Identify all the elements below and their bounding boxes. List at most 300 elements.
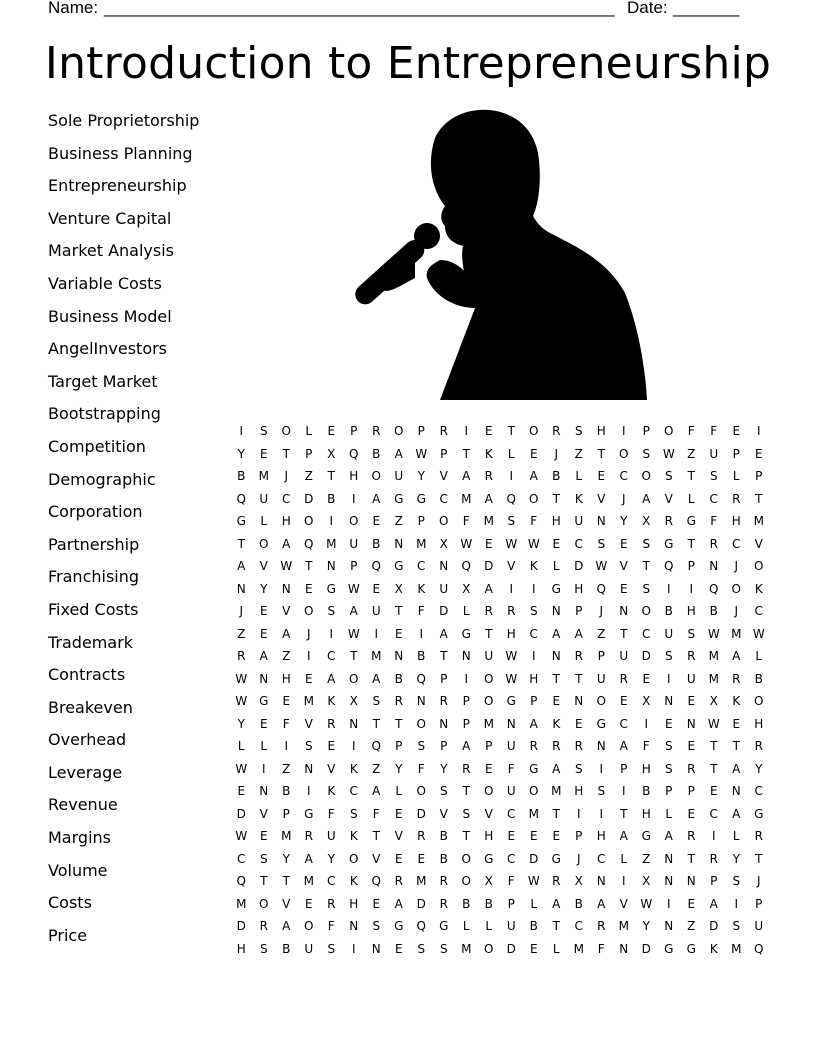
grid-letter[interactable]: L [732, 829, 740, 844]
grid-letter[interactable]: T [732, 739, 740, 754]
grid-letter[interactable]: I [329, 626, 334, 641]
grid-letter[interactable]: L [485, 919, 493, 934]
grid-letter[interactable]: C [439, 491, 448, 506]
grid-letter[interactable]: B [237, 469, 246, 484]
grid-letter[interactable]: I [284, 739, 289, 754]
grid-letter[interactable]: U [574, 514, 584, 529]
grid-letter[interactable]: R [507, 604, 516, 619]
grid-letter[interactable]: M [416, 874, 427, 889]
grid-letter[interactable]: O [731, 581, 741, 596]
grid-letter[interactable]: F [417, 761, 425, 776]
grid-letter[interactable]: A [484, 581, 493, 596]
grid-letter[interactable]: M [483, 716, 494, 731]
grid-letter[interactable]: I [756, 424, 761, 439]
grid-letter[interactable]: P [642, 424, 650, 439]
grid-letter[interactable]: M [551, 784, 562, 799]
grid-letter[interactable]: P [282, 806, 290, 821]
grid-letter[interactable]: D [529, 851, 539, 866]
name-blank[interactable]: ______________________________________________________ [104, 0, 615, 17]
grid-letter[interactable]: R [552, 424, 561, 439]
grid-letter[interactable]: V [282, 896, 291, 911]
grid-letter[interactable]: I [599, 806, 604, 821]
grid-letter[interactable]: N [619, 941, 629, 956]
grid-letter[interactable]: Z [282, 649, 291, 664]
grid-letter[interactable]: V [304, 716, 313, 731]
grid-letter[interactable]: E [372, 514, 381, 529]
grid-letter[interactable]: E [687, 694, 696, 709]
grid-letter[interactable]: I [531, 649, 536, 664]
grid-letter[interactable]: G [529, 761, 539, 776]
grid-letter[interactable]: H [754, 716, 764, 731]
grid-letter[interactable]: C [754, 604, 763, 619]
grid-letter[interactable]: E [642, 671, 651, 686]
grid-letter[interactable]: P [507, 896, 515, 911]
grid-letter[interactable]: L [305, 424, 313, 439]
grid-letter[interactable]: I [621, 784, 626, 799]
grid-letter[interactable]: R [304, 829, 313, 844]
grid-letter[interactable]: O [349, 514, 359, 529]
grid-letter[interactable]: C [327, 874, 336, 889]
grid-letter[interactable]: V [282, 604, 291, 619]
grid-letter[interactable]: C [417, 559, 426, 574]
grid-letter[interactable]: T [282, 874, 290, 889]
grid-letter[interactable]: G [394, 919, 404, 934]
grid-letter[interactable]: S [259, 941, 268, 956]
grid-letter[interactable]: B [754, 671, 763, 686]
grid-letter[interactable]: V [439, 469, 448, 484]
grid-letter[interactable]: P [620, 761, 628, 776]
grid-letter[interactable]: S [664, 739, 673, 754]
grid-letter[interactable]: I [531, 581, 536, 596]
grid-letter[interactable]: R [484, 604, 493, 619]
grid-letter[interactable]: G [259, 694, 269, 709]
grid-letter[interactable]: E [484, 761, 493, 776]
grid-letter[interactable]: E [304, 581, 313, 596]
grid-letter[interactable]: T [575, 671, 583, 686]
grid-letter[interactable]: Q [506, 491, 516, 506]
grid-letter[interactable]: K [349, 829, 358, 844]
grid-letter[interactable]: N [686, 874, 696, 889]
grid-letter[interactable]: V [439, 806, 448, 821]
grid-letter[interactable]: K [552, 716, 561, 731]
grid-letter[interactable]: G [461, 626, 471, 641]
grid-letter[interactable]: R [394, 694, 403, 709]
grid-letter[interactable]: G [484, 851, 494, 866]
grid-letter[interactable]: T [372, 829, 380, 844]
grid-letter[interactable]: I [711, 829, 716, 844]
grid-letter[interactable]: D [236, 806, 246, 821]
grid-letter[interactable]: J [756, 874, 761, 889]
grid-letter[interactable]: V [372, 851, 381, 866]
grid-letter[interactable]: S [327, 941, 336, 956]
grid-letter[interactable]: T [552, 491, 560, 506]
grid-letter[interactable]: X [484, 874, 493, 889]
grid-letter[interactable]: S [259, 851, 268, 866]
grid-letter[interactable]: U [484, 649, 494, 664]
grid-letter[interactable]: Y [237, 716, 245, 731]
grid-letter[interactable]: Q [416, 671, 426, 686]
grid-letter[interactable]: N [731, 784, 741, 799]
grid-letter[interactable]: I [464, 671, 469, 686]
grid-letter[interactable]: E [417, 851, 426, 866]
grid-letter[interactable]: L [665, 806, 673, 821]
grid-letter[interactable]: U [394, 469, 404, 484]
grid-letter[interactable]: L [395, 784, 403, 799]
grid-letter[interactable]: H [506, 626, 516, 641]
grid-letter[interactable]: H [484, 829, 494, 844]
grid-letter[interactable]: C [574, 919, 583, 934]
grid-letter[interactable]: C [597, 851, 606, 866]
grid-letter[interactable]: B [372, 446, 381, 461]
grid-letter[interactable]: G [416, 491, 426, 506]
grid-letter[interactable]: W [505, 671, 518, 686]
grid-letter[interactable]: K [417, 581, 426, 596]
grid-letter[interactable]: A [732, 649, 741, 664]
grid-letter[interactable]: N [259, 671, 269, 686]
grid-letter[interactable]: C [709, 806, 718, 821]
grid-letter[interactable]: P [665, 784, 673, 799]
grid-letter[interactable]: T [620, 806, 628, 821]
grid-letter[interactable]: R [597, 919, 606, 934]
grid-letter[interactable]: B [439, 851, 448, 866]
grid-letter[interactable]: G [439, 919, 449, 934]
grid-letter[interactable]: T [327, 469, 335, 484]
grid-letter[interactable]: J [621, 491, 626, 506]
grid-letter[interactable]: E [394, 626, 403, 641]
grid-letter[interactable]: S [439, 941, 448, 956]
grid-letter[interactable]: T [350, 649, 358, 664]
grid-letter[interactable]: T [755, 851, 763, 866]
grid-letter[interactable]: T [710, 761, 718, 776]
grid-letter[interactable]: S [597, 784, 606, 799]
grid-letter[interactable]: S [417, 941, 426, 956]
grid-letter[interactable]: R [327, 716, 336, 731]
grid-letter[interactable]: K [349, 761, 358, 776]
grid-letter[interactable]: N [394, 649, 404, 664]
grid-letter[interactable]: E [552, 694, 561, 709]
grid-letter[interactable]: I [329, 514, 334, 529]
grid-letter[interactable]: M [303, 694, 314, 709]
grid-letter[interactable]: M [461, 941, 472, 956]
grid-letter[interactable]: R [439, 896, 448, 911]
grid-letter[interactable]: Q [371, 874, 381, 889]
grid-letter[interactable]: W [415, 446, 428, 461]
grid-letter[interactable]: W [347, 581, 360, 596]
grid-letter[interactable]: A [282, 919, 291, 934]
grid-letter[interactable]: P [350, 559, 358, 574]
grid-letter[interactable]: N [281, 581, 291, 596]
grid-letter[interactable]: H [236, 941, 246, 956]
grid-letter[interactable]: C [619, 716, 628, 731]
grid-letter[interactable]: P [597, 649, 605, 664]
grid-letter[interactable]: O [596, 694, 606, 709]
grid-letter[interactable]: V [619, 896, 628, 911]
grid-letter[interactable]: S [732, 919, 741, 934]
grid-letter[interactable]: P [575, 829, 583, 844]
grid-letter[interactable]: U [506, 919, 516, 934]
grid-letter[interactable]: I [306, 649, 311, 664]
grid-letter[interactable]: K [349, 874, 358, 889]
grid-letter[interactable]: W [707, 626, 720, 641]
grid-letter[interactable]: O [304, 604, 314, 619]
grid-letter[interactable]: S [642, 581, 651, 596]
grid-letter[interactable]: A [462, 469, 471, 484]
grid-letter[interactable]: A [237, 559, 246, 574]
grid-letter[interactable]: E [619, 694, 628, 709]
grid-letter[interactable]: L [462, 604, 470, 619]
grid-letter[interactable]: R [687, 649, 696, 664]
grid-letter[interactable]: E [709, 784, 718, 799]
grid-letter[interactable]: B [709, 604, 718, 619]
grid-letter[interactable]: Z [304, 469, 313, 484]
grid-letter[interactable]: T [687, 536, 695, 551]
grid-letter[interactable]: Z [394, 514, 403, 529]
grid-letter[interactable]: C [709, 491, 718, 506]
grid-letter[interactable]: S [664, 469, 673, 484]
grid-letter[interactable]: Q [371, 739, 381, 754]
grid-letter[interactable]: E [327, 424, 336, 439]
grid-letter[interactable]: P [440, 671, 448, 686]
grid-letter[interactable]: R [327, 896, 336, 911]
grid-letter[interactable]: R [574, 739, 583, 754]
grid-letter[interactable]: E [237, 784, 246, 799]
grid-letter[interactable]: E [687, 896, 696, 911]
grid-letter[interactable]: Q [754, 941, 764, 956]
grid-letter[interactable]: U [754, 919, 764, 934]
grid-letter[interactable]: Y [260, 581, 268, 596]
grid-letter[interactable]: N [349, 919, 359, 934]
grid-letter[interactable]: F [372, 806, 380, 821]
grid-letter[interactable]: D [416, 896, 426, 911]
grid-letter[interactable]: H [596, 829, 606, 844]
grid-letter[interactable]: E [597, 469, 606, 484]
grid-letter[interactable]: X [574, 874, 583, 889]
grid-letter[interactable]: N [304, 761, 314, 776]
grid-letter[interactable]: O [484, 671, 494, 686]
grid-letter[interactable]: Y [327, 851, 335, 866]
grid-letter[interactable]: U [304, 941, 314, 956]
grid-letter[interactable]: L [755, 649, 763, 664]
grid-letter[interactable]: Z [642, 851, 651, 866]
grid-letter[interactable]: V [597, 491, 606, 506]
grid-letter[interactable]: A [552, 761, 561, 776]
grid-letter[interactable]: I [689, 581, 694, 596]
grid-letter[interactable]: E [664, 716, 673, 731]
grid-letter[interactable]: B [327, 491, 336, 506]
grid-letter[interactable]: A [372, 491, 381, 506]
grid-letter[interactable]: N [371, 941, 381, 956]
grid-letter[interactable]: E [619, 536, 628, 551]
grid-letter[interactable]: B [664, 604, 673, 619]
grid-letter[interactable]: E [529, 829, 538, 844]
grid-letter[interactable]: S [372, 694, 381, 709]
grid-letter[interactable]: R [754, 829, 763, 844]
grid-letter[interactable]: V [394, 829, 403, 844]
grid-letter[interactable]: I [734, 896, 739, 911]
grid-letter[interactable]: W [527, 536, 540, 551]
grid-letter[interactable]: N [664, 874, 674, 889]
grid-letter[interactable]: I [374, 626, 379, 641]
grid-letter[interactable]: E [732, 424, 741, 439]
grid-letter[interactable]: P [462, 716, 470, 731]
grid-letter[interactable]: M [708, 649, 719, 664]
grid-letter[interactable]: H [731, 514, 741, 529]
grid-letter[interactable]: O [484, 941, 494, 956]
grid-letter[interactable]: J [576, 851, 581, 866]
grid-letter[interactable]: T [552, 806, 560, 821]
grid-letter[interactable]: S [642, 446, 651, 461]
grid-letter[interactable]: E [687, 739, 696, 754]
grid-letter[interactable]: B [282, 941, 291, 956]
grid-letter[interactable]: E [259, 626, 268, 641]
grid-letter[interactable]: N [439, 716, 449, 731]
grid-letter[interactable]: Z [687, 446, 696, 461]
grid-letter[interactable]: S [642, 536, 651, 551]
grid-letter[interactable]: T [507, 424, 515, 439]
grid-letter[interactable]: L [507, 446, 515, 461]
grid-letter[interactable]: N [259, 784, 269, 799]
grid-letter[interactable]: P [440, 739, 448, 754]
grid-letter[interactable]: W [752, 626, 765, 641]
grid-letter[interactable]: N [416, 694, 426, 709]
grid-letter[interactable]: R [732, 491, 741, 506]
grid-letter[interactable]: Q [304, 536, 314, 551]
grid-letter[interactable]: W [460, 536, 473, 551]
grid-letter[interactable]: X [394, 581, 403, 596]
grid-letter[interactable]: S [687, 626, 696, 641]
grid-letter[interactable]: W [527, 874, 540, 889]
grid-letter[interactable]: K [484, 446, 493, 461]
grid-letter[interactable]: A [619, 829, 628, 844]
grid-letter[interactable]: U [439, 581, 449, 596]
grid-letter[interactable]: T [440, 649, 448, 664]
grid-letter[interactable]: C [642, 626, 651, 641]
grid-letter[interactable]: D [439, 604, 449, 619]
grid-letter[interactable]: P [305, 446, 313, 461]
grid-letter[interactable]: S [372, 919, 381, 934]
grid-letter[interactable]: F [417, 604, 425, 619]
grid-letter[interactable]: N [326, 559, 336, 574]
grid-letter[interactable]: E [259, 829, 268, 844]
grid-letter[interactable]: P [395, 739, 403, 754]
grid-letter[interactable]: T [462, 829, 470, 844]
grid-letter[interactable]: T [260, 874, 268, 889]
grid-letter[interactable]: U [619, 649, 629, 664]
grid-letter[interactable]: I [644, 716, 649, 731]
grid-letter[interactable]: X [439, 536, 448, 551]
grid-letter[interactable]: C [507, 851, 516, 866]
grid-letter[interactable]: V [619, 559, 628, 574]
grid-letter[interactable]: G [326, 581, 336, 596]
grid-letter[interactable]: S [304, 739, 313, 754]
grid-letter[interactable]: T [687, 469, 695, 484]
grid-letter[interactable]: P [485, 739, 493, 754]
grid-letter[interactable]: X [642, 514, 651, 529]
grid-letter[interactable]: N [349, 716, 359, 731]
grid-letter[interactable]: C [754, 784, 763, 799]
grid-letter[interactable]: O [484, 784, 494, 799]
grid-letter[interactable]: H [574, 784, 584, 799]
grid-letter[interactable]: S [349, 806, 358, 821]
grid-letter[interactable]: O [416, 784, 426, 799]
grid-letter[interactable]: P [417, 424, 425, 439]
grid-letter[interactable]: A [664, 829, 673, 844]
grid-letter[interactable]: K [327, 784, 336, 799]
grid-letter[interactable]: D [484, 559, 494, 574]
grid-letter[interactable]: G [551, 581, 561, 596]
grid-letter[interactable]: B [642, 784, 651, 799]
grid-letter[interactable]: J [734, 604, 739, 619]
grid-letter[interactable]: C [732, 536, 741, 551]
grid-letter[interactable]: T [552, 671, 560, 686]
grid-letter[interactable]: R [732, 671, 741, 686]
grid-letter[interactable]: A [282, 626, 291, 641]
grid-letter[interactable]: G [304, 806, 314, 821]
grid-letter[interactable]: J [554, 446, 559, 461]
grid-letter[interactable]: E [484, 536, 493, 551]
grid-letter[interactable]: M [236, 896, 247, 911]
grid-letter[interactable]: V [259, 806, 268, 821]
grid-letter[interactable]: L [687, 491, 695, 506]
grid-letter[interactable]: W [235, 694, 248, 709]
grid-letter[interactable]: Z [597, 626, 606, 641]
grid-letter[interactable]: R [462, 761, 471, 776]
grid-letter[interactable]: A [394, 446, 403, 461]
grid-letter[interactable]: E [687, 806, 696, 821]
grid-letter[interactable]: F [710, 424, 718, 439]
grid-letter[interactable]: F [597, 941, 605, 956]
grid-letter[interactable]: E [529, 446, 538, 461]
grid-letter[interactable]: O [439, 514, 449, 529]
grid-letter[interactable]: D [236, 919, 246, 934]
grid-letter[interactable]: A [304, 851, 313, 866]
grid-letter[interactable]: Q [236, 491, 246, 506]
grid-letter[interactable]: O [349, 671, 359, 686]
grid-letter[interactable]: M [528, 806, 539, 821]
grid-letter[interactable]: C [282, 491, 291, 506]
grid-letter[interactable]: M [573, 941, 584, 956]
grid-letter[interactable]: P [687, 559, 695, 574]
grid-letter[interactable]: E [732, 716, 741, 731]
grid-letter[interactable]: A [529, 469, 538, 484]
grid-letter[interactable]: G [596, 716, 606, 731]
grid-letter[interactable]: Y [417, 469, 425, 484]
grid-letter[interactable]: I [306, 784, 311, 799]
grid-letter[interactable]: N [596, 874, 606, 889]
grid-letter[interactable]: P [755, 896, 763, 911]
grid-letter[interactable]: P [575, 604, 583, 619]
grid-letter[interactable]: H [641, 806, 651, 821]
grid-letter[interactable]: S [664, 761, 673, 776]
grid-letter[interactable]: R [439, 424, 448, 439]
grid-letter[interactable]: F [507, 874, 515, 889]
grid-letter[interactable]: J [599, 604, 604, 619]
grid-letter[interactable]: G [506, 694, 516, 709]
grid-letter[interactable]: F [530, 514, 538, 529]
grid-letter[interactable]: G [664, 536, 674, 551]
grid-letter[interactable]: K [574, 491, 583, 506]
grid-letter[interactable]: O [529, 784, 539, 799]
grid-letter[interactable]: W [505, 536, 518, 551]
grid-letter[interactable]: M [708, 671, 719, 686]
grid-letter[interactable]: N [506, 716, 516, 731]
grid-letter[interactable]: I [351, 491, 356, 506]
grid-letter[interactable]: C [507, 806, 516, 821]
grid-letter[interactable]: R [754, 739, 763, 754]
grid-letter[interactable]: N [596, 514, 606, 529]
grid-letter[interactable]: R [372, 424, 381, 439]
grid-letter[interactable]: N [551, 649, 561, 664]
